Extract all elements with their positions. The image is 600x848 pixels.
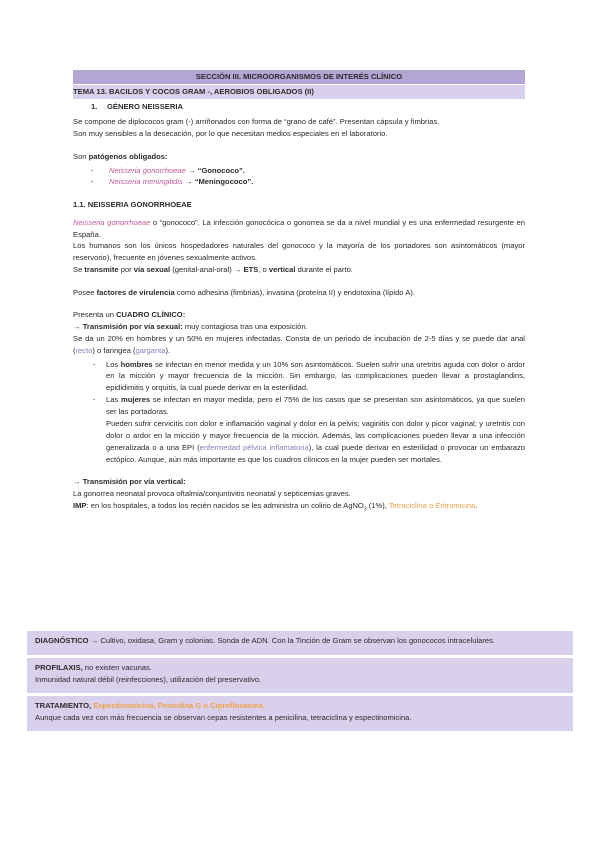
vertical-transmission-paragraph: La gonorrea neonatal provoca oftalmia/conjuntivitis neonatal y septicemias graves. <box>73 489 351 499</box>
sexual-transmission-title: → Transmisión por vía sexual: muy contagiosa tras una exposición. <box>73 322 308 332</box>
pathogens-lead: Son patógenos obligados: <box>73 151 168 161</box>
intro-line-2: Son muy sensibles a la desecación, por lo que necesitan medios especiales en el laboratorio. <box>73 129 388 139</box>
heading-neisseria-gonorrhoeae: 1.1. NEISSERIA GONORRHOEAE <box>73 200 192 210</box>
clinical-list <box>73 359 525 466</box>
heading-text: GÉNERO NEISSERIA <box>107 101 183 111</box>
list-item: - Las mujeres se infectan en mayor medida, pero el 75% de los casos que se presentan son asintomáticos, ya que suelen ser las portadoras. Pueden sufrir cervicitis con dolor e inflamación vaginal y dolor en la pelvis; vaginitis con dolor y picor vaginal; y uretritis con dolor o ardor en la micción y mayor frecuencia de la micción. Además, las complicaciones pueden llevar a una infección generalizada o a una EPI (enfermedad pélvica inflamatoria), la cual puede derivar en esterilidad o provocar un embarazo ectópico. Aunque, aún más importante es que los cuadros clínicos en la mujer pueden ser mortales. <box>73 394 525 466</box>
heading-genero-neisseria <box>91 101 525 113</box>
list-item: - Los hombres se infectan en menor medida y un 10% son asintomáticos. Suelen sufrir una uretritis aguda con dolor o ardor en la micción y mayor frecuencia de la micción. Sin embargo, las complicaciones pueden llevar a prostaglandins, epididimitis y orquitis, la cual puede derivar en la esterilidad. <box>73 359 525 394</box>
imp-note: IMP: en los hospitales, a todos los recién nacidos se les administra un colirio de AgNO$_3$ (1%), Tetraciclina o Eritromicina. <box>73 500 478 513</box>
list-item: - Neisseria gonorrhoeae → “Gonococo”. <box>73 165 525 177</box>
gono-paragraph-3: Se transmite por vía sexual (genital-anal-oral) → ETS, o vertical durante el parto. <box>73 264 353 274</box>
list-item: - Neisseria meningitidis → “Meningococo”. <box>73 176 525 188</box>
vertical-transmission-title: → Transmisión por vía vertical: <box>73 477 186 487</box>
main-content <box>73 70 525 514</box>
diagnostico-box: DIAGNÓSTICO → Cultivo, oxidasa, Gram y colonias. Sonda de ADN. Con la Tinción de Gram se observan los gonococos intracelulares. <box>27 630 573 655</box>
heading-number: 1. <box>91 101 98 111</box>
clinical-lead: Presenta un CUADRO CLÍNICO: <box>73 310 186 320</box>
sexual-transmission-paragraph: Se da un 20% en hombres y un 50% en mujeres infectadas. Consta de un periodo de incubación de 2-5 días y se puede dar anal (recto) o faringea (garganta). <box>73 334 525 355</box>
tratamiento-box: TRATAMIENTO, Espectinomicina, Penicilina G o Ciprofloxacina. Aunque cada vez con más frecuencia se observan cepas resistentes a penicilina, tetraciclina y espectinomicina. <box>27 695 573 731</box>
profilaxis-box: PROFILAXIS, no existen vacunas. Inmunidad natural débil (reinfecciones), utilización del preservativo. <box>27 657 573 693</box>
gono-paragraph-1: Neisseria gonorrhoeae o “gonococo”. La infección gonocócica o gonorrea se da a nivel mundial y es una enfermedad resurgente en España. <box>73 217 526 239</box>
section-title: SECCIÓN III. MICROORGANISMOS DE INTERÉS CLÍNICO <box>73 70 525 84</box>
pathogen-list <box>73 165 525 189</box>
gono-paragraph-2: Los humanos son los únicos hospedadores naturales del gonococo y la mayoría de los portadores son asintomáticos (mayor reservorio), frecuente en jóvenes sexualmente activos. <box>73 241 525 263</box>
tema-title: TEMA 13. BACILOS Y COCOS GRAM -, AEROBIOS OBLIGADOS (II) <box>73 85 525 99</box>
virulence-paragraph: Posee factores de virulencia como adhesina (fimbrias), invasina (proteína II) y endotoxina (lípido A). <box>73 287 415 297</box>
women-complications: Pueden sufrir cervicitis con dolor e inflamación vaginal y dolor en la pelvis; vaginitis con dolor y picor vaginal; y uretritis con dolor o ardor en la micción y mayor frecuencia de la micción. Además, las complicaciones pueden llevar a una infección generalizada o a una EPI (enfermedad pélvica inflamatoria), la cual puede derivar en esterilidad o provocar un embarazo ectópico. Aunque, aún más importante es que los cuadros clínicos en la mujer pueden ser mortales. <box>106 419 525 464</box>
intro-line-1: Se compone de diplococos gram (-) arriñonados con forma de “grano de café”. Presentan cápsula y fimbrias. <box>73 117 440 127</box>
